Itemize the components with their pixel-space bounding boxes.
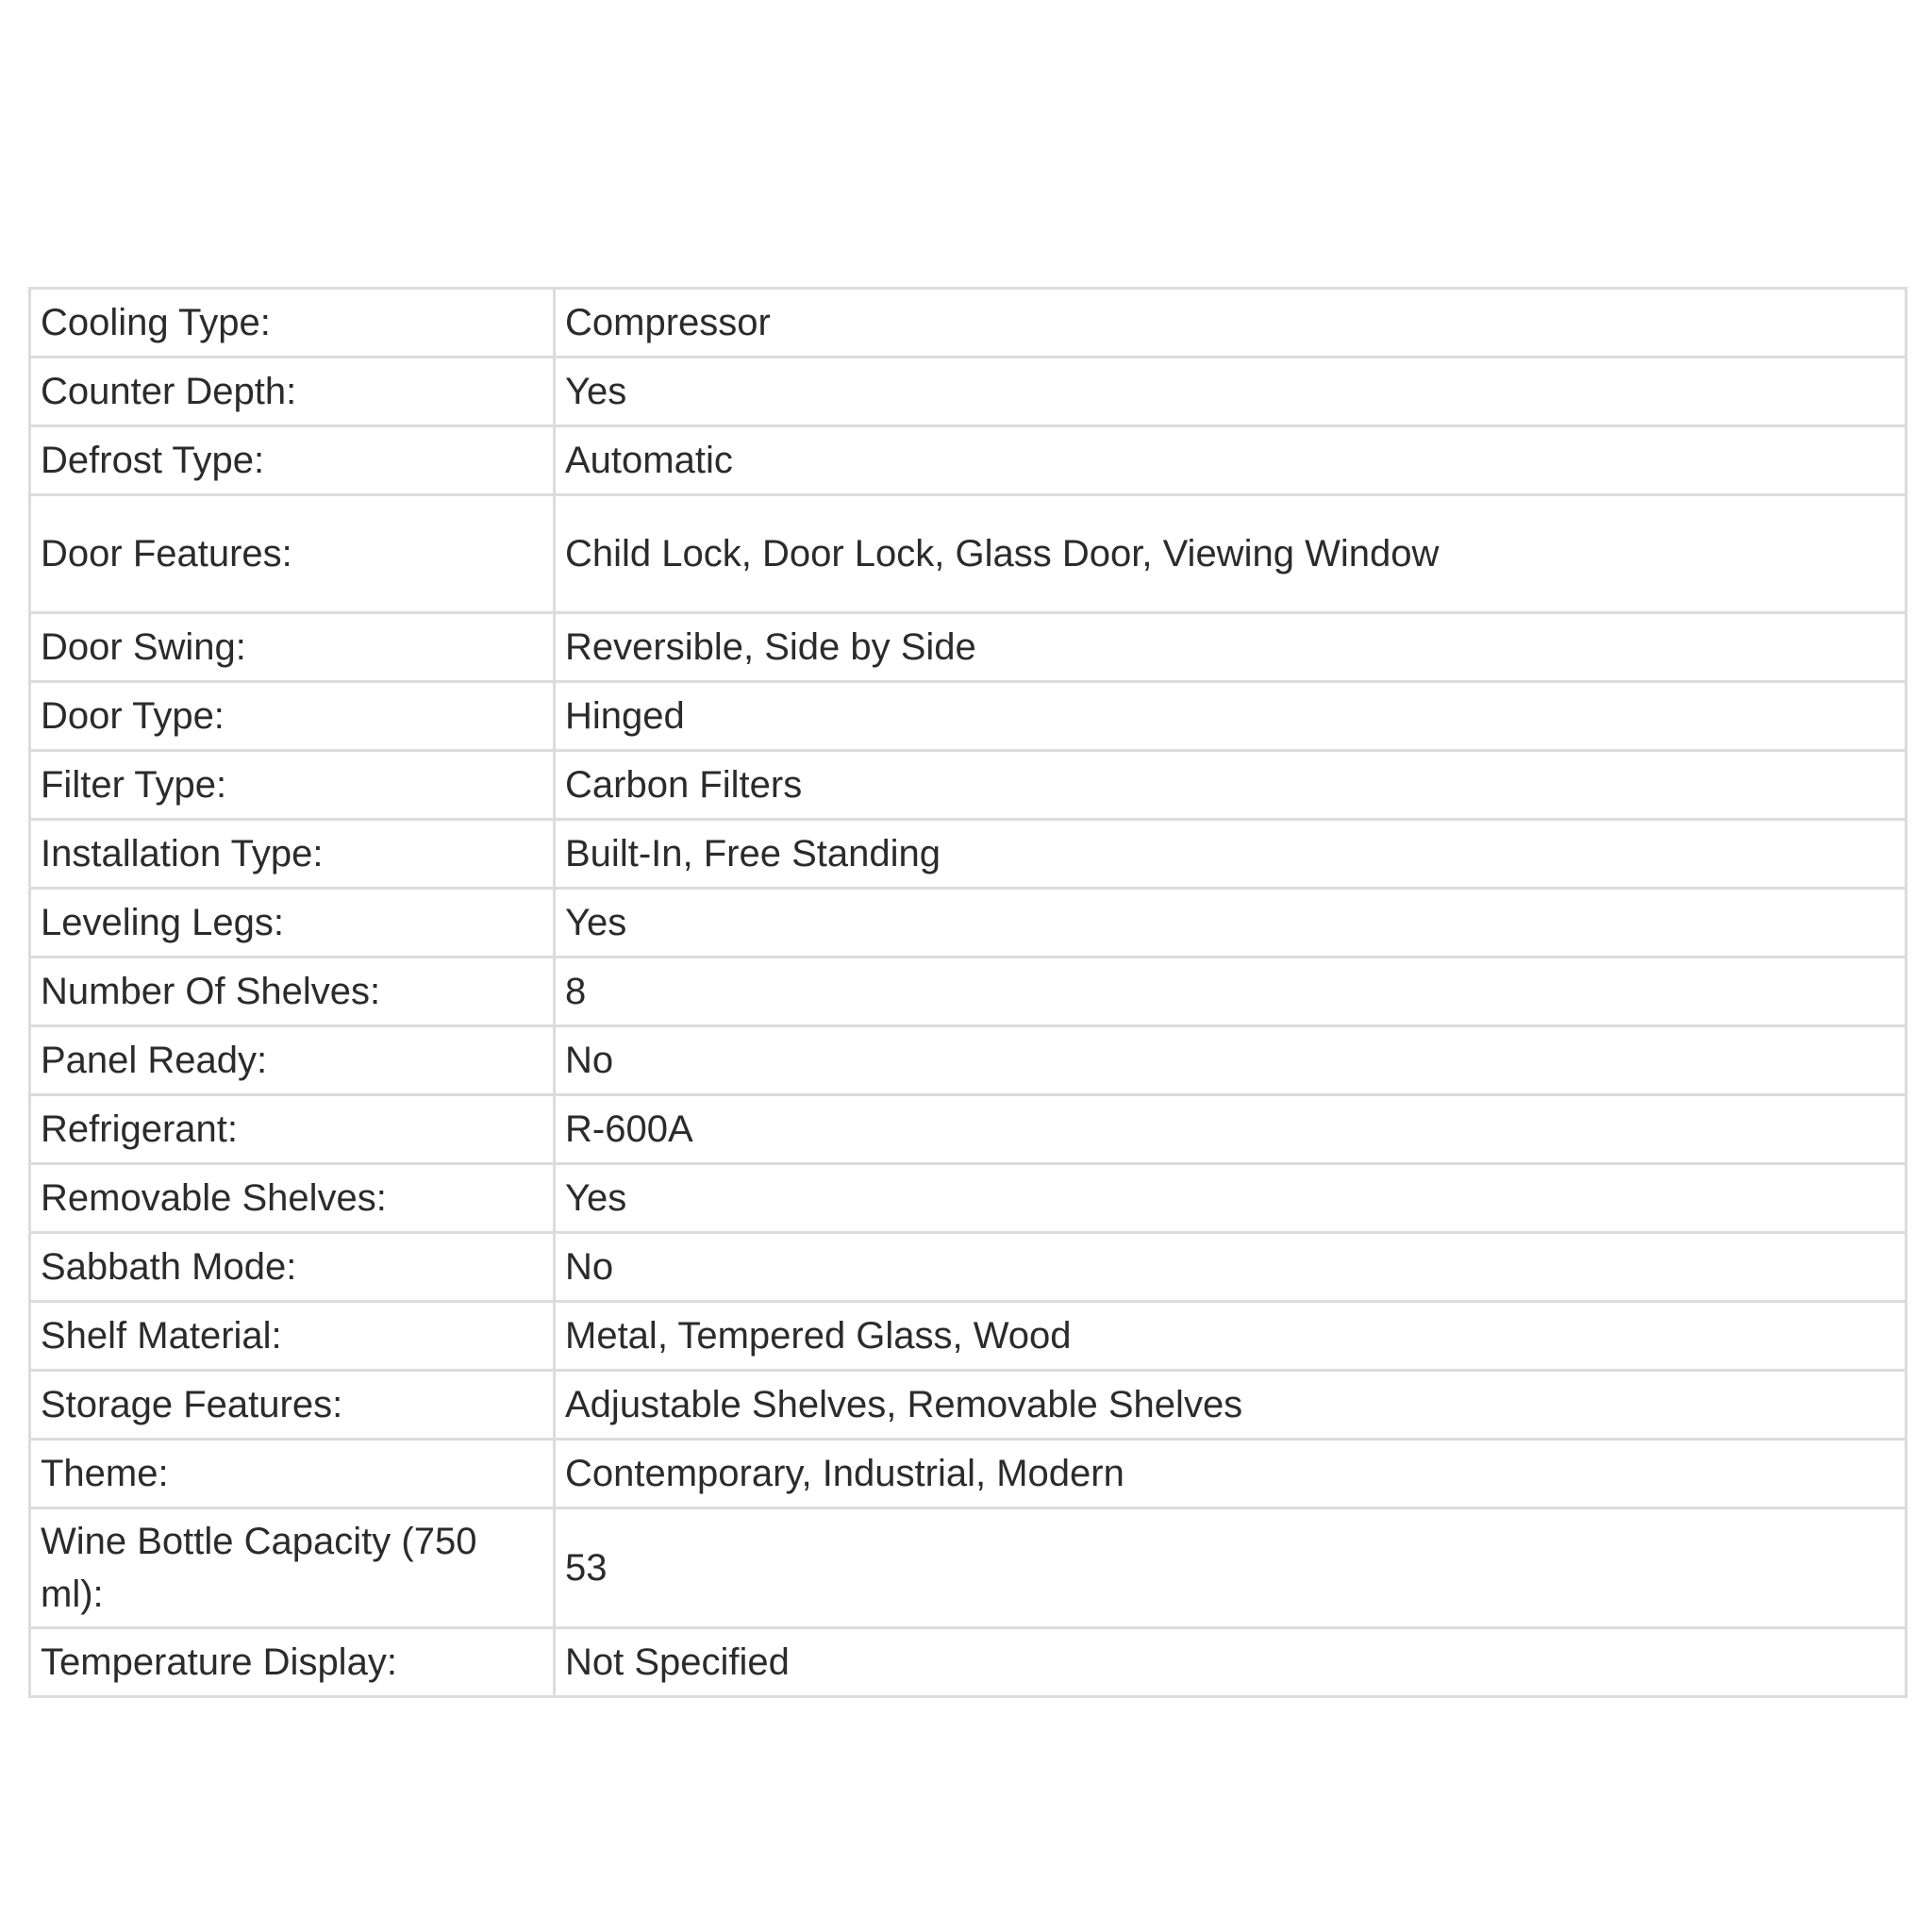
spec-row-refrigerant <box>30 1095 1907 1164</box>
spec-label: Counter Depth: <box>30 358 555 426</box>
spec-label: Panel Ready: <box>30 1026 555 1095</box>
spec-label: Filter Type: <box>30 751 555 820</box>
spec-row-defrost-type <box>30 426 1907 495</box>
spec-label: Installation Type: <box>30 820 555 889</box>
spec-value: Yes <box>555 1164 1907 1233</box>
specifications-table-body <box>30 289 1907 1697</box>
spec-row-theme <box>30 1440 1907 1508</box>
spec-label: Temperature Display: <box>30 1628 555 1697</box>
spec-row-panel-ready <box>30 1026 1907 1095</box>
specifications-table <box>28 287 1907 1698</box>
spec-value: Carbon Filters <box>555 751 1907 820</box>
spec-label: Number Of Shelves: <box>30 958 555 1026</box>
spec-row-installation-type <box>30 820 1907 889</box>
spec-row-cooling-type <box>30 289 1907 358</box>
spec-value: Not Specified <box>555 1628 1907 1697</box>
spec-value: Contemporary, Industrial, Modern <box>555 1440 1907 1508</box>
spec-row-removable-shelves <box>30 1164 1907 1233</box>
spec-value: Automatic <box>555 426 1907 495</box>
spec-label: Leveling Legs: <box>30 889 555 958</box>
spec-row-door-features <box>30 495 1907 613</box>
spec-value: Yes <box>555 889 1907 958</box>
spec-value: Compressor <box>555 289 1907 358</box>
spec-row-storage-features <box>30 1371 1907 1440</box>
spec-label: Refrigerant: <box>30 1095 555 1164</box>
spec-row-leveling-legs <box>30 889 1907 958</box>
spec-label: Defrost Type: <box>30 426 555 495</box>
spec-label: Door Features: <box>30 495 555 613</box>
spec-value: 53 <box>555 1508 1907 1628</box>
spec-label: Shelf Material: <box>30 1302 555 1371</box>
spec-label: Door Type: <box>30 682 555 751</box>
spec-label: Cooling Type: <box>30 289 555 358</box>
spec-value: Metal, Tempered Glass, Wood <box>555 1302 1907 1371</box>
spec-row-filter-type <box>30 751 1907 820</box>
spec-row-counter-depth <box>30 358 1907 426</box>
spec-label: Door Swing: <box>30 613 555 682</box>
spec-value: No <box>555 1026 1907 1095</box>
spec-value: Built-In, Free Standing <box>555 820 1907 889</box>
spec-row-shelf-material <box>30 1302 1907 1371</box>
spec-row-number-of-shelves <box>30 958 1907 1026</box>
spec-label: Theme: <box>30 1440 555 1508</box>
spec-value: Hinged <box>555 682 1907 751</box>
spec-value: Child Lock, Door Lock, Glass Door, Viewing Window <box>555 495 1907 613</box>
spec-row-door-swing <box>30 613 1907 682</box>
spec-label: Sabbath Mode: <box>30 1233 555 1302</box>
spec-row-temperature-display <box>30 1628 1907 1697</box>
spec-row-wine-bottle-capacity <box>30 1508 1907 1628</box>
spec-value: Yes <box>555 358 1907 426</box>
spec-value: 8 <box>555 958 1907 1026</box>
spec-value: No <box>555 1233 1907 1302</box>
spec-value: Reversible, Side by Side <box>555 613 1907 682</box>
spec-label: Storage Features: <box>30 1371 555 1440</box>
spec-value: Adjustable Shelves, Removable Shelves <box>555 1371 1907 1440</box>
spec-row-sabbath-mode <box>30 1233 1907 1302</box>
spec-row-door-type <box>30 682 1907 751</box>
spec-value: R-600A <box>555 1095 1907 1164</box>
spec-label: Wine Bottle Capacity (750 ml): <box>30 1508 555 1628</box>
spec-label: Removable Shelves: <box>30 1164 555 1233</box>
